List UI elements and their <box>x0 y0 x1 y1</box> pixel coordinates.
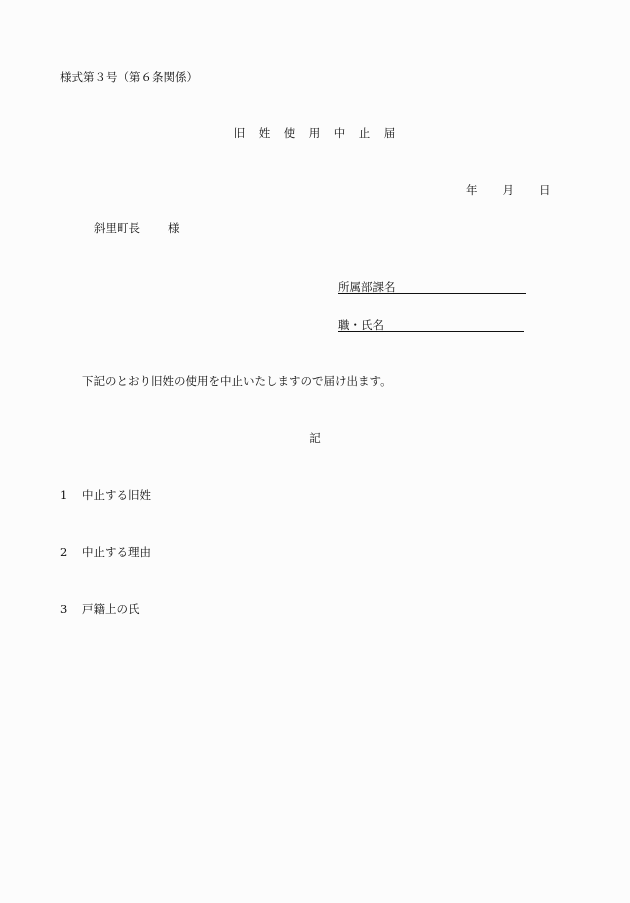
date-line <box>466 185 551 197</box>
list-item <box>60 604 140 616</box>
addressee-honorific: 様 <box>168 221 180 235</box>
date-year-label: 年 <box>466 183 478 197</box>
addressee-name: 斜里町長 <box>94 221 140 235</box>
item-label: 中止する理由 <box>82 545 151 559</box>
name-field <box>338 318 524 332</box>
item-label: 戸籍上の氏 <box>82 602 140 616</box>
document-title: 旧 姓 使 用 中 止 届 <box>233 126 397 140</box>
item-number: 2 <box>60 545 68 559</box>
list-item <box>60 490 151 502</box>
name-label: 職・氏名 <box>338 317 384 332</box>
item-number: 3 <box>60 602 68 616</box>
list-item <box>60 547 151 559</box>
statement: 下記のとおり旧姓の使用を中止いたしますので届け出ます。 <box>82 374 392 388</box>
form-number: 様式第３号（第６条関係） <box>60 70 198 84</box>
item-number: 1 <box>60 488 68 502</box>
date-month-label: 月 <box>502 183 514 197</box>
department-label: 所属部課名 <box>338 279 396 294</box>
department-blank-line[interactable] <box>396 280 526 294</box>
date-day-label: 日 <box>539 183 551 197</box>
addressee <box>94 223 180 235</box>
item-label: 中止する旧姓 <box>82 488 151 502</box>
department-field <box>338 280 526 294</box>
ki-heading: 記 <box>309 431 321 445</box>
name-blank-line[interactable] <box>384 318 524 332</box>
